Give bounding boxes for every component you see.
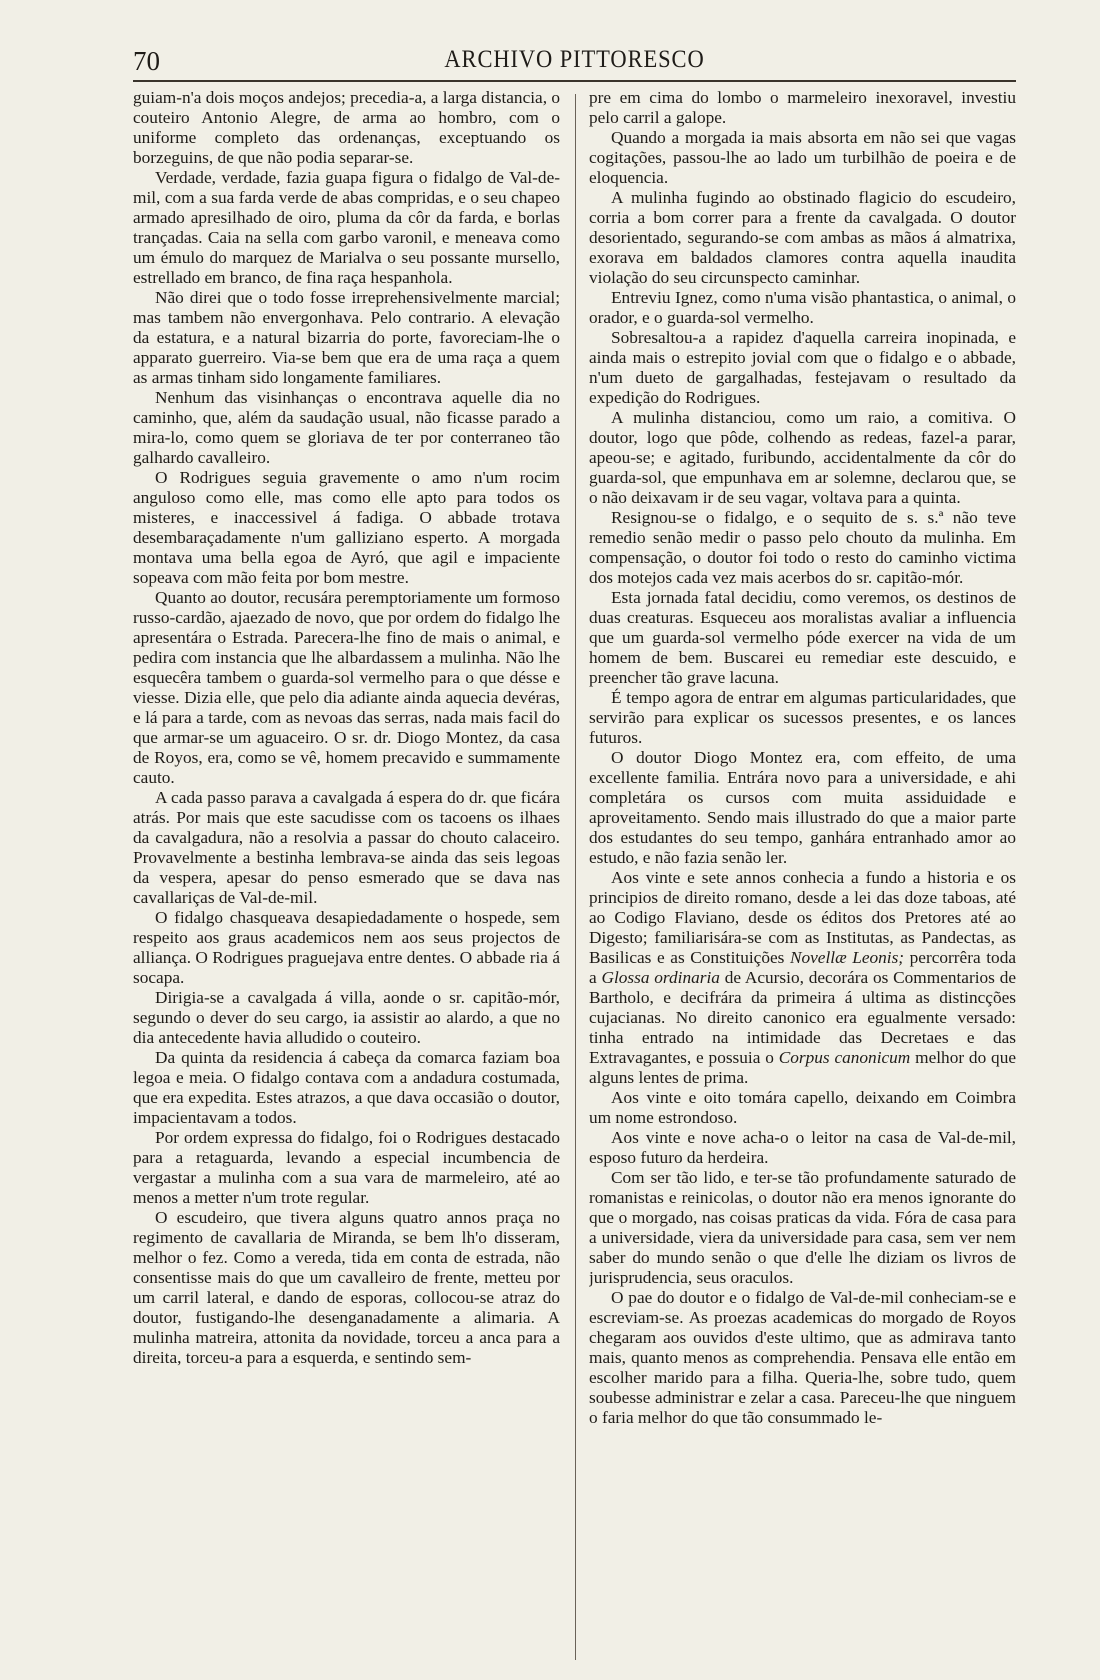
- page-number: 70: [133, 46, 160, 76]
- paragraph-text: Esta jornada fatal decidiu, como veremos, os destinos de duas creaturas. Esqueceu aos moralistas avaliar a influencia que um guarda-sol vermelho póde exercer na vida de um homem de bem. Buscarei eu remediar este descuido, e preencher tão grave lacuna.: [589, 588, 1016, 687]
- paragraph-text: Quando a morgada ia mais absorta em não sei que vagas cogitações, passou-lhe ao lado um turbilhão de poeira e de eloquencia.: [589, 128, 1016, 187]
- paragraph-text: Entreviu Ignez, como n'uma visão phantastica, o animal, o orador, e o guarda-sol vermelho.: [589, 288, 1016, 327]
- paragraph: [133, 168, 560, 288]
- paragraph-text: Dirigia-se a cavalgada á villa, aonde o sr. capitão-mór, segundo o dever do seu cargo, ia assistir ao alardo, a que no dia antecedente havia alludido o couteiro.: [133, 988, 560, 1047]
- paragraph-text: A cada passo parava a cavalgada á espera do dr. que ficára atrás. Por mais que este sacudisse com os tacoens os ilhaes da cavalgadura, não a resolvia a passar do chouto calaceiro. Provavelmente a bestinha lembrava-se ainda das seis legoas da vespera, apesar do penso esmerado que se dava nas cavallariças de Val-de-mil.: [133, 788, 560, 907]
- paragraph-text: Quanto ao doutor, recusára peremptoriamente um formoso russo-cardão, ajaezado de novo, que por ordem do fidalgo lhe apresentára o Estrada. Parecera-lhe fino de mais o animal, e pedira com instancia que lhe albardassem a mulinha. Não lhe esquecêra tambem o guarda-sol vermelho para o que désse e viesse. Dizia elle, que pelo dia adiante ainda aquecia devéras, e lá para a tarde, com as nevoas das serras, nada mais facil do que armar-se um aguaceiro. O sr. dr. Diogo Montez, da casa de Royos, era, como se vê, homem precavido e summamente cauto.: [133, 588, 560, 787]
- paragraph: [133, 908, 560, 988]
- paragraph: [133, 288, 560, 388]
- column-divider: [575, 94, 576, 1660]
- right-text-column: [589, 88, 1016, 1658]
- paragraph: [133, 1208, 560, 1368]
- italic-title: Corpus canonicum: [778, 1048, 911, 1067]
- paragraph: [589, 588, 1016, 688]
- paragraph: [589, 128, 1016, 188]
- paragraph: [589, 328, 1016, 408]
- paragraph: [133, 388, 560, 468]
- paragraph-text: guiam-n'a dois moços andejos; precedia-a, a larga distancia, o couteiro Antonio Alegre, de arma ao hombro, com o uniforme completo das ordenanças, exceptuando os borzeguins, de que não podia separar-se.: [133, 88, 560, 167]
- running-title: ARCHIVO PITTORESCO: [444, 46, 705, 73]
- paragraph-text: O pae do doutor e o fidalgo de Val-de-mil conheciam-se e escreviam-se. As proezas academicas do morgado de Royos chegaram aos ouvidos d'este ultimo, que as admirava tanto mais, quanto menos as comprehendia. Pensava elle então em escolher marido para a filha. Queria-lhe, sobre tudo, quem soubesse administrar e zelar a casa. Pareceu-lhe que ninguem o faria melhor do que tão consummado le-: [589, 1288, 1016, 1427]
- paragraph-text: A mulinha distanciou, como um raio, a comitiva. O doutor, logo que pôde, colhendo as redeas, fazel-a parar, apeou-se; e agitado, furibundo, accidentalmente da côr do guarda-sol, que empunhava em ar solemne, declarou que, se o não deixavam ir de seu vagar, voltava para a quinta.: [589, 408, 1016, 507]
- paragraph-text: melhor do que alguns lentes de prima.: [589, 1048, 1016, 1087]
- paragraph-text: O fidalgo chasqueava desapiedadamente o hospede, sem respeito aos graus academicos nem aos seus projectos de alliança. O Rodrigues praguejava entre dentes. O abbade ria á socapa.: [133, 908, 560, 987]
- paragraph: [589, 1128, 1016, 1168]
- paragraph-text: percorrêra toda a: [589, 948, 1016, 987]
- paragraph-text: Não direi que o todo fosse irreprehensivelmente marcial; mas tambem não envergonhava. Pelo contrario. A elevação da estatura, e a natural bizarria do porte, favoreciam-lhe o apparato guerreiro. Via-se bem que era de uma raça a quem as armas tinham sido longamente familiares.: [133, 288, 560, 387]
- paragraph: [589, 508, 1016, 588]
- paragraph-text: O escudeiro, que tivera alguns quatro annos praça no regimento de cavallaria de Miranda, se bem lh'o disseram, melhor o fez. Como a vereda, tida em conta de estrada, não consentisse mais do que um cavalleiro de frente, metteu por um carril lateral, e dando de esporas, collocou-se atraz do doutor, fustigando-lhe desenganadamente a alimaria. A mulinha matreira, attonita da novidade, torceu a anca para a direita, torceu-a para a esquerda, e sentindo sem-: [133, 1208, 560, 1367]
- paragraph: [589, 748, 1016, 868]
- header-rule: [133, 80, 1016, 82]
- paragraph-text: de Acursio, decorára os Commentarios de Bartholo, e decifrára da primeira á ultima as distincções cujacianas. No direito canonico era egualmente versado: tinha entrado na intimidade das Decretaes e das Extravagantes, e possuia o: [589, 968, 1016, 1067]
- paragraph-text: A mulinha fugindo ao obstinado flagicio do escudeiro, corria a bom correr para a frente da cavalgada. O doutor desorientado, segurando-se com ambas as mãos á almatrixa, exorava em baldados clamores contra aquella inaudita violação do seu circunspecto caminhar.: [589, 188, 1016, 287]
- paragraph: [133, 788, 560, 908]
- paragraph: [589, 1088, 1016, 1128]
- paragraph-text: Nenhum das visinhanças o encontrava aquelle dia no caminho, que, além da saudação usual, não ficasse parado a mira-lo, como quem se gloriava de ter por conterraneo tão galhardo cavalleiro.: [133, 388, 560, 467]
- italic-title: Novellæ Leonis;: [789, 948, 905, 967]
- paragraph: [589, 868, 1016, 1088]
- paragraph: [589, 188, 1016, 288]
- paragraph-text: Da quinta da residencia á cabeça da comarca faziam boa legoa e meia. O fidalgo contava com a andadura costumada, que era expedita. Estes atrazos, a que dava occasião o doutor, impacientavam a todos.: [133, 1048, 560, 1127]
- paragraph-text: Verdade, verdade, fazia guapa figura o fidalgo de Val-de-mil, com a sua farda verde de abas compridas, e o seu chapeo armado apresilhado de oiro, pluma da côr da farda, e borlas trançadas. Caia na sella com garbo varonil, e meneava como um émulo do marquez de Marialva o seu possante mursello, estrellado em branco, de fina raça hespanhola.: [133, 168, 560, 287]
- paragraph-text: Por ordem expressa do fidalgo, foi o Rodrigues destacado para a retaguarda, levando a especial incumbencia de vergastar a mulinha com a sua vara de marmeleiro, até ao menos a metter n'um trote regular.: [133, 1128, 560, 1207]
- page-header: [133, 40, 1016, 84]
- paragraph-text: Aos vinte e oito tomára capello, deixando em Coimbra um nome estrondoso.: [589, 1088, 1016, 1127]
- paragraph-text: Resignou-se o fidalgo, e o sequito de s. s.ª não teve remedio senão medir o passo pelo chouto da mulinha. Em compensação, o doutor foi todo o resto do caminho victima dos motejos cada vez mais acerbos do sr. capitão-mór.: [589, 508, 1016, 587]
- paragraph-text: Sobresaltou-a a rapidez d'aquella carreira inopinada, e ainda mais o estrepito jovial com que o fidalgo e o abbade, n'um dueto de gargalhadas, festejavam o resultado da expedição do Rodrigues.: [589, 328, 1016, 407]
- paragraph: [133, 988, 560, 1048]
- paragraph-text: Aos vinte e nove acha-o o leitor na casa de Val-de-mil, esposo futuro da herdeira.: [589, 1128, 1016, 1167]
- paragraph: [133, 468, 560, 588]
- paragraph-text: pre em cima do lombo o marmeleiro inexoravel, investiu pelo carril a galope.: [589, 88, 1016, 127]
- paragraph: [133, 88, 560, 168]
- paragraph: [589, 288, 1016, 328]
- paragraph: [589, 88, 1016, 128]
- paragraph-text: Aos vinte e sete annos conhecia a fundo a historia e os principios de direito romano, desde a lei das doze taboas, até ao Codigo Flaviano, desde os éditos dos Pretores até ao Digesto; familiarisára-se com as Institutas, as Pandectas, as Basilicas e as Constituições: [589, 868, 1016, 967]
- paragraph-text: O Rodrigues seguia gravemente o amo n'um rocim anguloso como elle, mas como elle apto para todos os misteres, e inaccessivel á fadiga. O abbade trotava desembaraçadamente n'um galliziano esperto. A morgada montava uma bella egoa de Ayró, que agil e impaciente sopeava com mão feita por bom mestre.: [133, 468, 560, 587]
- paragraph-text: É tempo agora de entrar em algumas particularidades, que servirão para explicar os sucessos presentes, e os lances futuros.: [589, 688, 1016, 747]
- paragraph-text: O doutor Diogo Montez era, com effeito, de uma excellente familia. Entrára novo para a universidade, e ahi completára os cursos com muita assiduidade e aproveitamento. Sendo mais illustrado do que a maior parte dos estudantes do seu tempo, ganhára entranhado amor ao estudo, e não fazia senão ler.: [589, 748, 1016, 867]
- paragraph-text: Com ser tão lido, e ter-se tão profundamente saturado de romanistas e reinicolas, o doutor não era menos ignorante do que o morgado, nas coisas praticas da vida. Fóra de casa para a universidade, viera da universidade para casa, sem ver nem saber do mundo senão o que d'elle lhe diziam os livros de jurisprudencia, seus oraculos.: [589, 1168, 1016, 1287]
- paragraph: [589, 408, 1016, 508]
- paragraph: [589, 1288, 1016, 1428]
- paragraph: [133, 1128, 560, 1208]
- left-text-column: [133, 88, 560, 1658]
- paragraph: [589, 688, 1016, 748]
- italic-title: Glossa ordinaria: [601, 968, 720, 987]
- paragraph: [133, 1048, 560, 1128]
- paragraph: [589, 1168, 1016, 1288]
- paragraph: [133, 588, 560, 788]
